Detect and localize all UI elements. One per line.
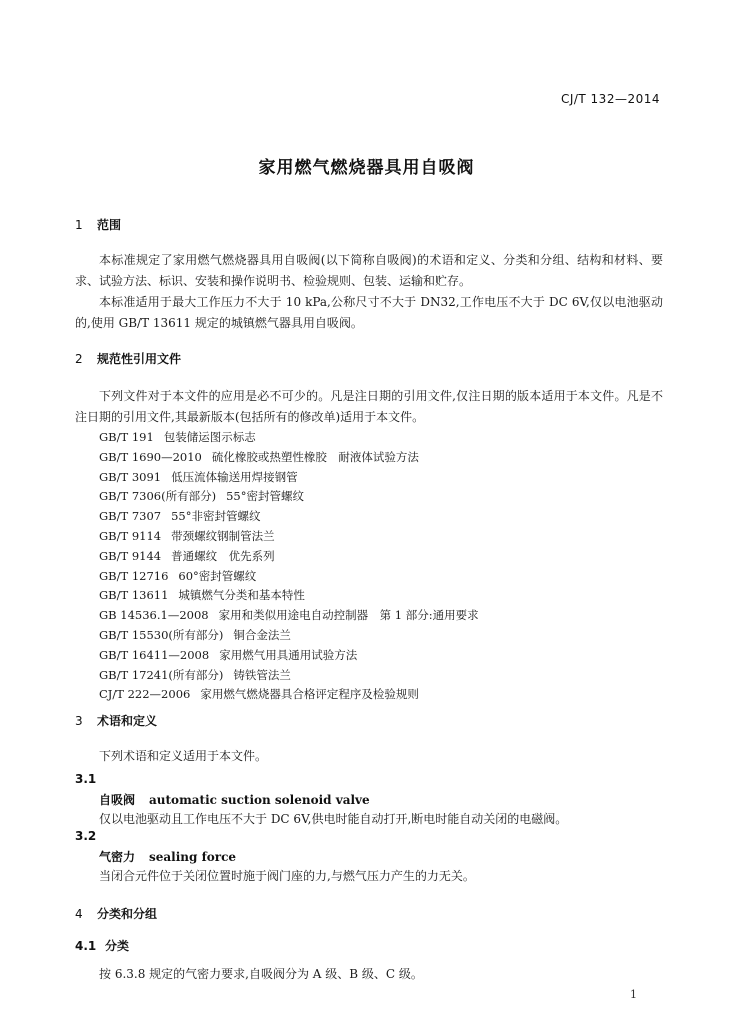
- list-item: [99, 586, 479, 606]
- reference-code: GB/T 13611: [99, 588, 169, 603]
- list-item: [99, 666, 479, 686]
- reference-title: 家用和类似用途电自动控制器 第 1 部分:通用要求: [218, 608, 479, 623]
- section-title: 分类和分组: [97, 907, 158, 921]
- standard-code: CJ/T 132—2014: [560, 92, 660, 106]
- reference-title: 60°密封管螺纹: [178, 568, 257, 583]
- section-title: 规范性引用文件: [97, 352, 182, 366]
- list-item: [99, 547, 479, 567]
- reference-code: GB/T 9144: [99, 548, 162, 563]
- reference-title: 铜合金法兰: [233, 627, 291, 642]
- reference-list: [99, 428, 479, 705]
- paragraph: 下列文件对于本文件的应用是必不可少的。凡是注日期的引用文件,仅注日期的版本适用于本文件。凡是不注日期的引用文件,其最新版本(包括所有的修改单)适用于本文件。: [75, 389, 663, 424]
- page-number: 1: [630, 988, 637, 1001]
- reference-code: GB/T 7307: [99, 509, 162, 524]
- paragraph: 按 6.3.8 规定的气密力要求,自吸阀分为 A 级、B 级、C 级。: [99, 967, 423, 981]
- paragraph: 下列术语和定义适用于本文件。: [99, 749, 268, 763]
- reference-title: 带颈螺纹钢制管法兰: [171, 528, 275, 543]
- reference-title: 普通螺纹 优先系列: [171, 548, 275, 563]
- reference-title: 家用燃气燃烧器具合格评定程序及检验规则: [200, 687, 419, 702]
- reference-code: CJ/T 222—2006: [99, 687, 191, 702]
- term-number: 3.2: [75, 829, 97, 843]
- list-item: [99, 507, 479, 527]
- section-heading-references: [75, 350, 181, 367]
- paragraph: 本标准适用于最大工作压力不大于 10 kPa,公称尺寸不大于 DN32,工作电压不大于 DC 6V,仅以电池驱动的,使用 GB/T 13611 规定的城镇燃气器具用自吸阀。: [75, 295, 663, 330]
- section-heading-terms: [75, 712, 157, 729]
- term-heading: [99, 848, 236, 865]
- list-item: [99, 448, 479, 468]
- list-item: [99, 626, 479, 646]
- term-definition: 当闭合元件位于关闭位置时施于阀门座的力,与燃气压力产生的力无关。: [99, 869, 475, 883]
- list-item: [99, 487, 479, 507]
- list-item: [99, 468, 479, 488]
- reference-title: 家用燃气用具通用试验方法: [219, 647, 358, 662]
- term-chinese: 自吸阀: [99, 793, 136, 807]
- section-number: 2: [75, 352, 83, 366]
- reference-title: 包装储运图示标志: [163, 430, 256, 444]
- list-item: [99, 606, 479, 626]
- section-number: 4: [75, 907, 83, 921]
- reference-code: GB/T 17241(所有部分): [99, 667, 224, 682]
- reference-code: GB/T 3091: [99, 469, 162, 484]
- term-heading: [99, 791, 370, 808]
- reference-title: 55°非密封管螺纹: [171, 509, 261, 524]
- reference-title: 硫化橡胶或热塑性橡胶 耐液体试验方法: [211, 449, 419, 464]
- reference-title: 55°密封管螺纹: [226, 489, 304, 504]
- reference-code: GB/T 15530(所有部分): [99, 627, 224, 642]
- section-heading-scope: [75, 216, 121, 233]
- reference-code: GB/T 1690—2010: [99, 449, 202, 464]
- section-number: 3: [75, 714, 83, 728]
- reference-code: GB/T 12716: [99, 568, 169, 583]
- term-number: 3.1: [75, 772, 97, 786]
- term-english: sealing force: [149, 850, 237, 864]
- reference-title: 铸铁管法兰: [233, 667, 291, 682]
- reference-title: 低压流体输送用焊接钢管: [171, 469, 298, 484]
- section-heading-classification: [75, 905, 157, 922]
- term-english: automatic suction solenoid valve: [149, 793, 370, 807]
- reference-code: GB/T 7306(所有部分): [99, 489, 217, 504]
- reference-title: 城镇燃气分类和基本特性: [178, 588, 305, 603]
- list-item: [99, 428, 479, 448]
- list-item: [99, 527, 479, 547]
- section-title: 术语和定义: [97, 714, 158, 728]
- reference-code: GB/T 191: [99, 430, 154, 444]
- section-number: 1: [75, 218, 83, 232]
- subsection-number: 4.1: [75, 939, 97, 953]
- reference-code: GB 14536.1—2008: [99, 608, 209, 623]
- subsection-title: 分类: [105, 939, 130, 953]
- section-title: 范围: [97, 218, 122, 232]
- list-item: [99, 685, 479, 705]
- term-chinese: 气密力: [99, 850, 136, 864]
- list-item: [99, 567, 479, 587]
- paragraph: 本标准规定了家用燃气燃烧器具用自吸阀(以下简称自吸阀)的术语和定义、分类和分组、结构和材料、要求、试验方法、标识、安装和操作说明书、检验规则、包装、运输和贮存。: [75, 253, 663, 288]
- list-item: [99, 646, 479, 666]
- reference-code: GB/T 16411—2008: [99, 647, 210, 662]
- term-definition: 仅以电池驱动且工作电压不大于 DC 6V,供电时能自动打开,断电时能自动关闭的电磁阀。: [99, 812, 568, 826]
- reference-code: GB/T 9114: [99, 528, 162, 543]
- subsection-heading: [75, 937, 129, 954]
- document-title: 家用燃气燃烧器具用自吸阀: [258, 158, 475, 178]
